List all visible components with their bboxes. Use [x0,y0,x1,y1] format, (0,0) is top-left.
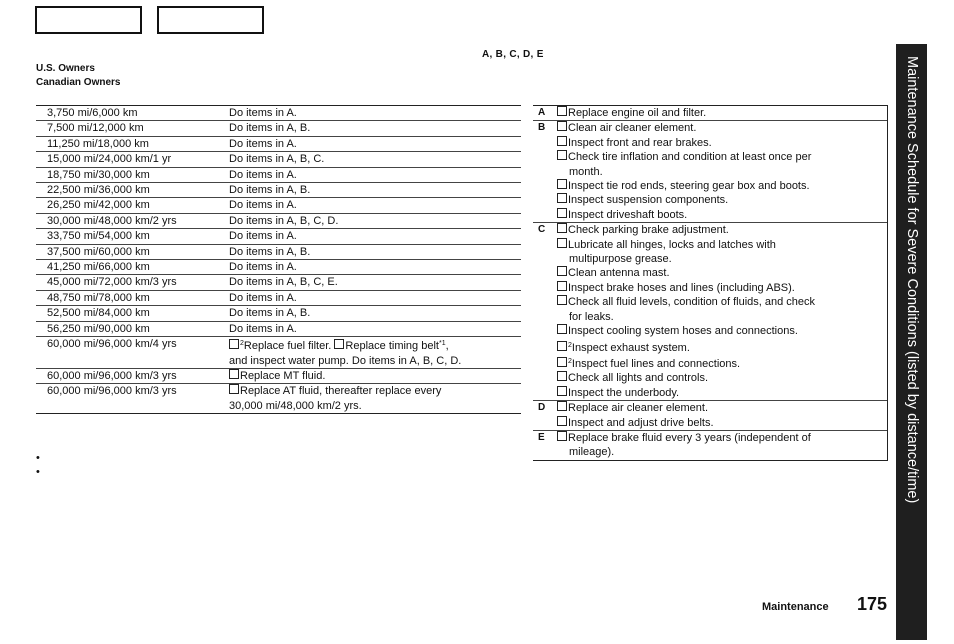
distance-cell: 41,250 mi/66,000 km [47,261,150,274]
table-row [36,106,521,121]
list-item: Inspect front and rear brakes. [557,136,881,150]
distance-cell: 22,500 mi/36,000 km [47,184,150,197]
list-item: Inspect suspension components. [557,193,881,207]
distance-cell: 52,500 mi/84,000 km [47,307,150,320]
checkbox-icon [557,341,567,351]
checkbox-icon [557,121,567,131]
distance-cell: 48,750 mi/78,000 km [47,291,150,304]
list-item: Inspect and adjust drive belts. [557,416,881,430]
table-row [36,198,521,213]
distance-cell: 18,750 mi/30,000 km [47,168,150,181]
distance-cell: 56,250 mi/90,000 km [47,322,150,335]
table-row [36,306,521,321]
canadian-owners-label: Canadian Owners [36,77,121,88]
group-label: A [538,107,546,118]
checkbox-icon [557,431,567,441]
checkbox-icon [557,223,567,233]
group-label: B [538,122,546,134]
item-group-d [533,401,887,431]
group-label: E [538,431,545,443]
list-item: Check all lights and controls. [557,371,881,385]
action-cell: Do items in A. [229,291,297,304]
list-item: Replace air cleaner element. [557,401,881,415]
action-cell: Do items in A. [229,322,297,335]
schedule-table [36,105,521,414]
checkbox-icon [557,281,567,291]
table-row [36,384,521,413]
list-item: $^2$Inspect fuel lines and connections. [557,355,881,371]
table-row [36,121,521,136]
action-text: Replace MT fluid. [240,369,326,382]
table-row [36,245,521,260]
checkbox-icon [557,295,567,305]
distance-cell: 60,000 mi/96,000 km/3 yrs [47,369,177,382]
checkbox-icon [229,369,239,379]
list-item: Check all fluid levels, condition of fluids, and check for leaks. [557,295,881,324]
list-item: Clean antenna mast. [557,266,881,280]
list-item: Clean air cleaner element. [557,121,881,135]
checkbox-icon [229,384,239,394]
action-cell: Do items in A. [229,168,297,181]
distance-cell: 33,750 mi/54,000 km [47,230,150,243]
bullet-point: • [36,452,40,464]
action-cell: Do items in A, B. [229,122,311,135]
action-cell: Do items in A, B, C, E. [229,276,338,289]
checkbox-icon [557,179,567,189]
table-row [36,137,521,152]
table-row [36,369,521,384]
distance-cell: 37,500 mi/60,000 km [47,245,150,258]
action-cell [229,369,521,383]
list-item: Check tire inflation and condition at least once per month. [557,150,881,179]
distance-cell: 30,000 mi/48,000 km/2 yrs [47,214,177,227]
list-item: Inspect driveshaft boots. [557,208,881,222]
distance-cell: 3,750 mi/6,000 km [47,107,138,119]
action-cell [229,384,521,413]
action-text: Replace AT fluid, thereafter replace every [240,385,442,398]
action-cell: Do items in A, B, C. [229,153,325,166]
list-item: Inspect brake hoses and lines (including ABS). [557,281,881,295]
us-owners-label: U.S. Owners [36,63,95,74]
table-row [36,275,521,290]
checkbox-icon [557,416,567,426]
tab-box-left[interactable] [35,6,142,34]
list-item: Lubricate all hinges, locks and latches with multipurpose grease. [557,238,881,267]
action-cell: Do items in A. [229,230,297,243]
item-group-c [533,223,887,401]
list-item: Inspect the underbody. [557,386,881,400]
page-number: 175 [857,594,888,614]
action-cell: Do items in A. [229,107,297,119]
checkbox-icon [557,208,567,218]
list-item: Replace engine oil and filter. [557,106,881,120]
table-row [36,229,521,244]
group-label: D [538,402,546,414]
distance-cell: 26,250 mi/42,000 km [47,199,150,212]
distance-cell: 15,000 mi/24,000 km/1 yr [47,153,172,166]
checkbox-icon [557,238,567,248]
distance-cell: 60,000 mi/96,000 km/4 yrs [47,338,177,351]
list-item: Inspect cooling system hoses and connections. [557,324,881,338]
checkbox-icon [557,106,567,116]
footnote-mark: 2 [568,341,572,349]
item-group-a [533,106,887,121]
table-row [36,322,521,337]
distance-cell: 60,000 mi/96,000 km/3 yrs [47,385,177,398]
footnote-mark: 2 [240,340,244,348]
action-cell: $^2$Replace fuel filter. Replace timing belt$^{*1}$, and inspect water pump. Do items in A, B, C, D. [229,340,462,367]
items-table [533,105,888,461]
list-item: Inspect tie rod ends, steering gear box and boots. [557,179,881,193]
item-letters-heading: A, B, C, D, E [482,49,544,60]
action-cell: Do items in A, B, C, D. [229,214,339,227]
action-cell: Do items in A, B. [229,245,311,258]
action-text: Replace timing belt [345,340,439,353]
section-sidebar [896,44,927,640]
item-group-e [533,431,887,460]
footer-section-name: Maintenance [762,601,829,613]
action-text: Replace fuel filter. [243,340,332,353]
checkbox-icon [557,371,567,381]
checkbox-icon [557,266,567,276]
checkbox-icon [557,324,567,334]
checkbox-icon [229,339,239,349]
checkbox-icon [557,150,567,160]
action-text: 30,000 mi/48,000 km/2 yrs. [229,399,362,412]
table-row [36,260,521,275]
list-item: $^2$Inspect exhaust system. [557,339,881,355]
action-cell: Do items in A, B. [229,307,311,320]
action-cell: Do items in A. [229,137,297,150]
table-row [36,183,521,198]
footnote-mark: *1 [438,340,446,348]
table-row [36,152,521,167]
list-item: Replace brake fluid every 3 years (independent of mileage). [557,431,881,460]
table-row [36,214,521,229]
distance-cell: 7,500 mi/12,000 km [47,122,144,135]
table-row [36,291,521,306]
footnote-mark: 2 [568,357,572,365]
action-cell: Do items in A. [229,261,297,274]
group-label: C [538,224,546,236]
item-group-b [533,121,887,223]
distance-cell: 11,250 mi/18,000 km [47,137,149,150]
list-item: Check parking brake adjustment. [557,223,881,237]
tab-box-right[interactable] [157,6,264,34]
sidebar-title: Maintenance Schedule for Severe Conditions (listed by distance/time) [904,56,920,504]
checkbox-icon [557,386,567,396]
checkbox-icon [557,136,567,146]
checkbox-icon [557,401,567,411]
action-text: and inspect water pump. Do items in A, B, C, D. [229,354,462,367]
table-row [36,168,521,183]
table-row [36,337,521,369]
action-cell: Do items in A, B. [229,184,311,197]
distance-cell: 45,000 mi/72,000 km/3 yrs [47,276,177,289]
checkbox-icon [557,357,567,367]
action-cell: Do items in A. [229,199,297,212]
checkbox-icon [557,193,567,203]
bullet-point: • [36,466,40,478]
checkbox-icon [334,339,344,349]
